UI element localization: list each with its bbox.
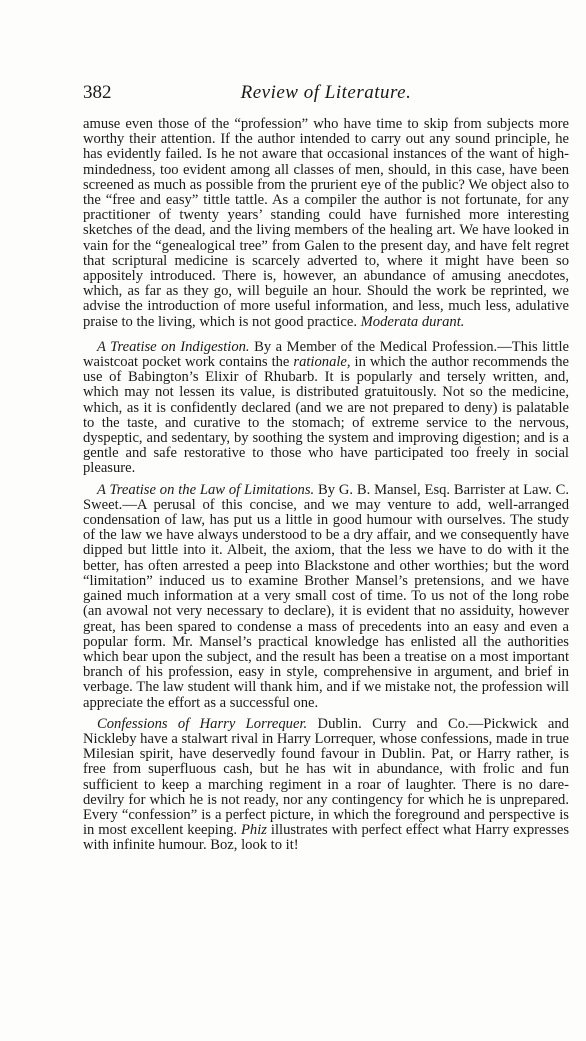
italic-run: rationale, (293, 354, 351, 371)
paragraph-continued-review (83, 117, 569, 330)
text-run: amuse even those of the “profession” who have time to skip from subjects more worthy their attention. If the author intended to carry out any sound principle, he has evidently failed. Is he not aware that occasional instances of the want of high-mindedness, too evident among all classes of men, should, in this case, have been screened as much as possible from the prurient eye of the public? We object also to the “free and easy” tittle tattle. As a compiler the author is not fortunate, for any practitioner of twenty years’ standing could have furnished more interesting sketches of the dead, and the living members of the healing art. We have looked in vain for the “genealogical tree” from Galen to the present day, and have felt regret that scriptural medicine is scarcely adverted to, where it might have been so appositely introduced. There is, however, an abundance of amusing anecdotes, which, as far as they go, will beguile an hour. Should the work be reprinted, we advise the introduction of more useful information, and less, much less, adulative praise to the living, which is not good practice. (83, 116, 569, 330)
text-run: in which the author recommends the use of Babington’s Elixir of Rhubarb. It is popularly and tersely written, and, which may not lessen its value, is distributed gratuitously. Not so the medicine, which, as it is confidently declared (and we are not prepared to deny) is palatable to the taste, and curative to the stomach; of extreme service to the nervous, dyspeptic, and sedentary, by soothing the system and improving digestion; and is a gentle and safe restorative to those who have participated too freely in social pleasure. (83, 354, 569, 477)
page-header (83, 82, 569, 106)
text-run: illustrates with perfect effect what Harry expresses with infinite humour. Boz, look to it! (83, 822, 570, 854)
running-title: Review of Literature. (240, 82, 412, 103)
italic-run: A Treatise on Indigestion. (97, 338, 250, 355)
text-body (83, 117, 569, 854)
text-run: By a Member of the Medical Profession.—This little waistcoat pocket work contains the (83, 338, 569, 371)
text-run: By G. B. Mansel, Esq. Barrister at Law. C. Sweet.—A perusal of this concise, and we may venture to add, well-arranged condensation of law, has put us a little in good humour with ourselves. The study of the law we have always understood to be a dry affair, and we consequently have dipped but little into it. Albeit, the axiom, that the less we have to do with it the better, has often arrested a peep into Blackstone and other worthies; but the word “limitation” induced us to examine Brother Mansel’s pretensions, and we have gained much information at a very small cost of time. To us not of the long robe (an avowal not very necessary to declare), it is evident that no assiduity, however great, has been spared to condense a mass of precedents into an easy and even a popular form. Mr. Mansel’s practical knowledge has enlisted all the authorities which bear upon the subject, and the result has been a treatise on a most important branch of his profession, easy in style, comprehensive in argument, and brief in verbage. The law student will thank him, and if we mistake not, the profession will appreciate the effort as a successful one. (83, 481, 569, 711)
italic-run: Phiz (241, 822, 267, 839)
review-indigestion (83, 340, 569, 477)
italic-run: A Treatise on the Law of Limitations. (97, 481, 315, 498)
review-law-of-limitations (83, 483, 569, 711)
italic-run: Confessions of Harry Lorrequer. (97, 715, 308, 732)
review-harry-lorrequer (83, 717, 569, 854)
page-number: 382 (83, 82, 112, 103)
text-run: Dublin. Curry and Co.—Pickwick and Nickleby have a stalwart rival in Harry Lorrequer, whose confessions, made in true Milesian spirit, have deservedly found favour in Dublin. Pat, or Harry rather, is free from superfluous cash, but he has wit in abundance, with frolic and fun sufficient to keep a marching regiment in a roar of laughter. There is no dare-devilry for which he is not ready, nor any contingency for which he is unprepared. Every “confession” is a perfect picture, in which the foreground and perspective is in most excellent keeping. (83, 715, 569, 839)
italic-run: Moderata durant. (360, 313, 465, 330)
